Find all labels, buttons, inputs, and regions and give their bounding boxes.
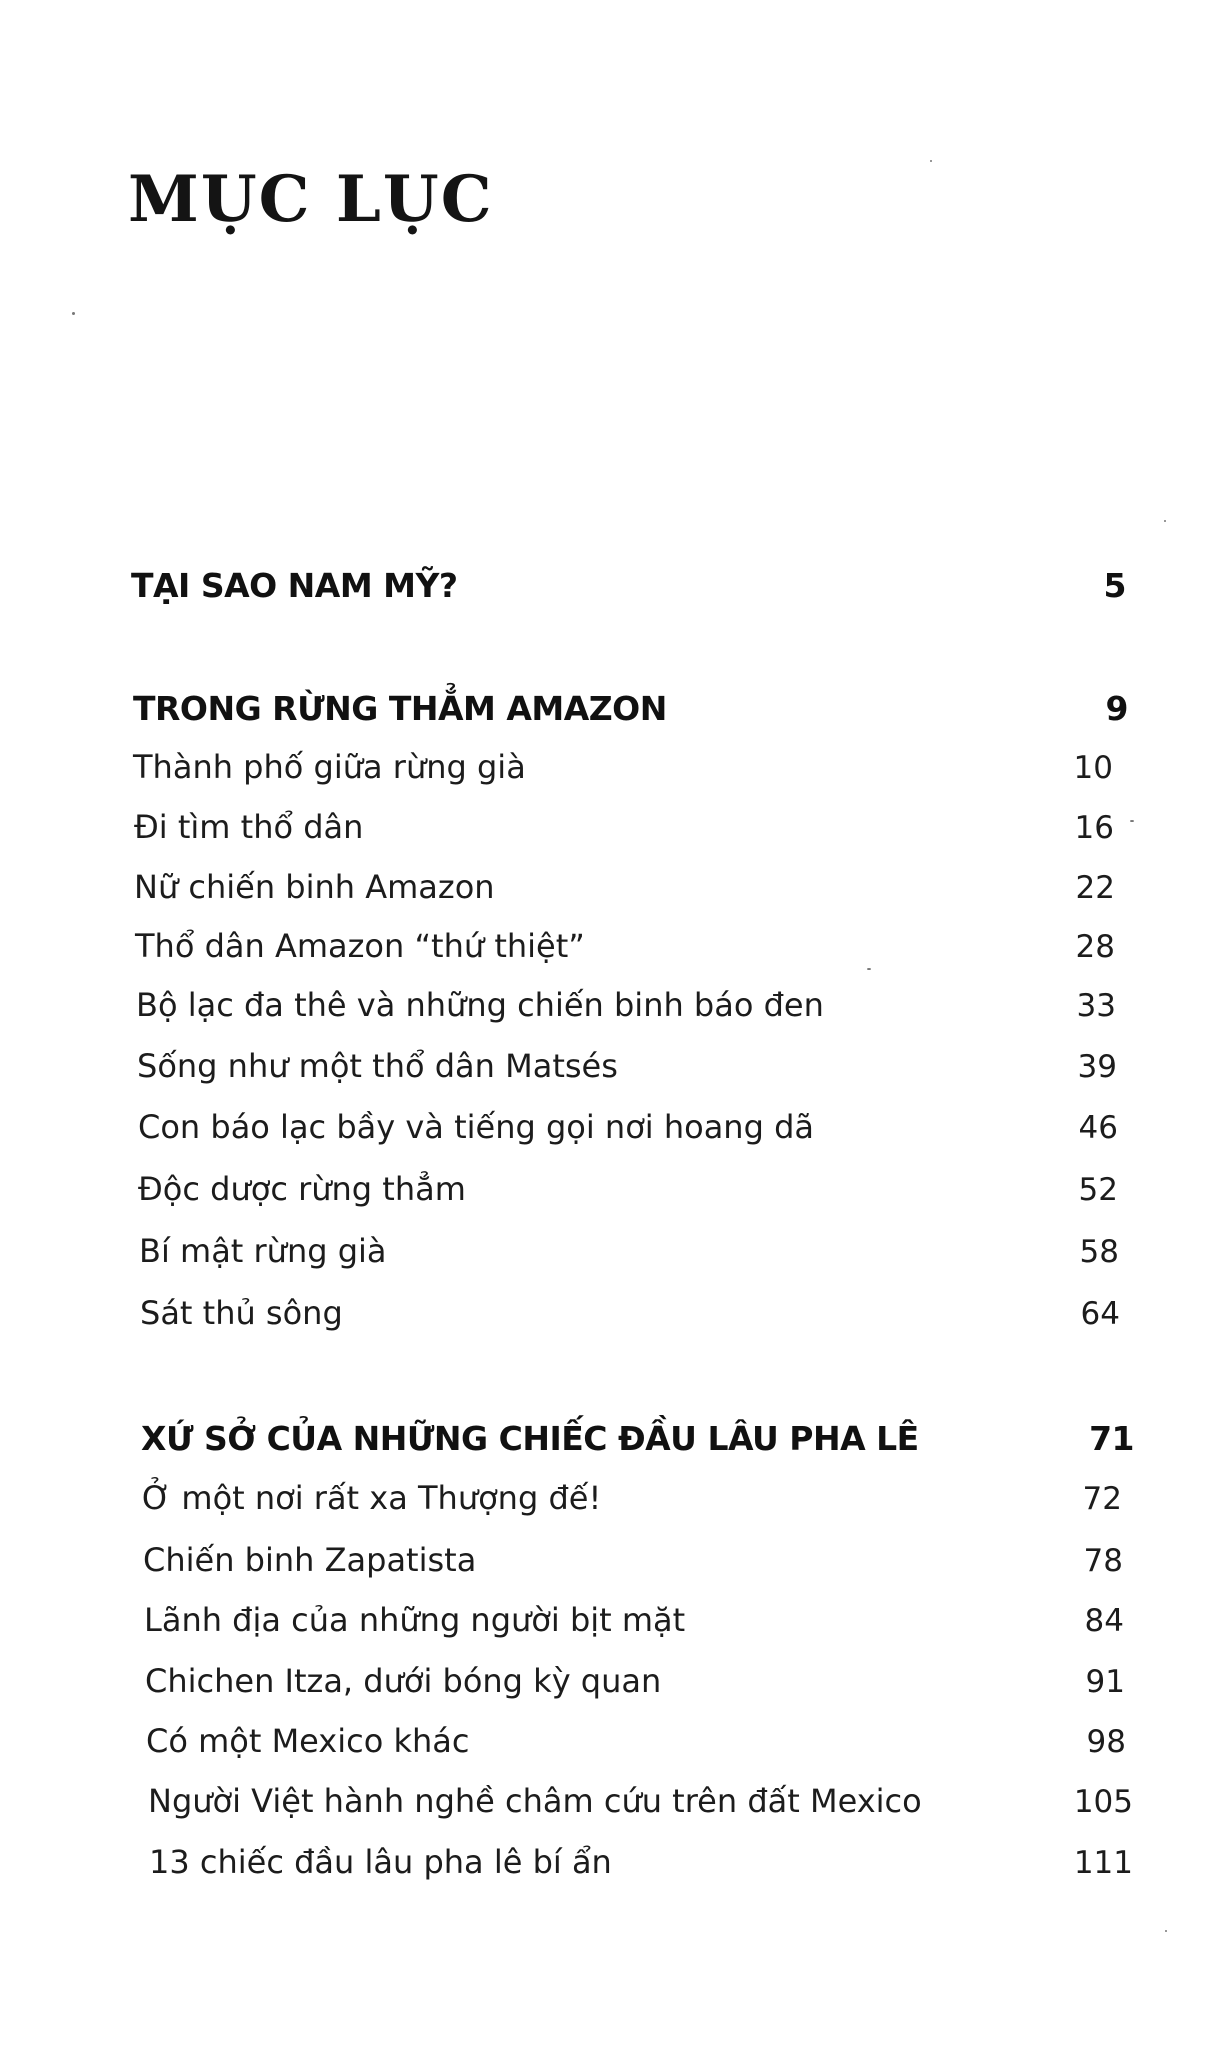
entry-title: Thổ dân Amazon “thứ thiệt” (135, 927, 585, 965)
section-page-number: 9 (1105, 689, 1128, 728)
entry-page-number: 28 (1075, 929, 1115, 965)
entry-title: Thành phố giữa rừng già (133, 748, 526, 786)
entry-title: Bí mật rừng già (139, 1232, 387, 1270)
scan-speck (867, 968, 871, 970)
toc-entry (146, 1722, 1126, 1760)
toc-entry (137, 1047, 1117, 1085)
section-title: XỨ SỞ CỦA NHỮNG CHIẾC ĐẦU LÂU PHA LÊ (141, 1419, 919, 1458)
section-title: TRONG RỪNG THẲM AMAZON (133, 689, 667, 728)
section-title: TẠI SAO NAM MỸ? (131, 566, 458, 605)
entry-page-number: 46 (1078, 1110, 1118, 1146)
toc-entry (135, 927, 1115, 965)
entry-page-number: 33 (1076, 988, 1116, 1024)
entry-title: Sát thủ sông (140, 1294, 343, 1332)
entry-title: 13 chiếc đầu lâu pha lê bí ẩn (149, 1843, 612, 1881)
entry-page-number: 84 (1084, 1603, 1124, 1639)
entry-title: Chichen Itza, dưới bóng kỳ quan (145, 1662, 662, 1700)
toc-entry (140, 1294, 1120, 1332)
toc-entry (148, 1782, 1133, 1820)
entry-page-number: 22 (1075, 870, 1115, 906)
scan-speck (930, 160, 932, 162)
entry-page-number: 58 (1079, 1234, 1119, 1270)
scan-speck (1130, 820, 1134, 822)
scan-speck (72, 312, 75, 315)
toc-entry (142, 1479, 1122, 1517)
page-title: MỤC LỤC (128, 162, 494, 237)
entry-page-number: 98 (1086, 1724, 1126, 1760)
entry-title: Người Việt hành nghề châm cứu trên đất Mexico (148, 1782, 922, 1820)
entry-title: Bộ lạc đa thê và những chiến binh báo đen (136, 986, 824, 1024)
entry-page-number: 39 (1077, 1049, 1117, 1085)
section-heading (131, 566, 1126, 605)
toc-entry (134, 868, 1115, 906)
section-page-number: 5 (1103, 566, 1126, 605)
entry-page-number: 64 (1080, 1296, 1120, 1332)
toc-entry (138, 1170, 1118, 1208)
entry-page-number: 105 (1073, 1784, 1133, 1820)
scan-speck (1164, 520, 1166, 522)
entry-page-number: 52 (1078, 1172, 1118, 1208)
entry-title: Lãnh địa của những người bịt mặt (144, 1601, 686, 1639)
section-page-number: 71 (1089, 1419, 1134, 1458)
toc-entry (134, 808, 1114, 846)
toc-entry (145, 1662, 1125, 1700)
section-heading (141, 1419, 1134, 1458)
entry-title: Độc dược rừng thẳm (138, 1170, 466, 1208)
toc-entry (149, 1843, 1133, 1881)
scan-speck (1165, 1930, 1167, 1932)
entry-title: Đi tìm thổ dân (134, 808, 364, 846)
entry-title: Nữ chiến binh Amazon (134, 868, 495, 906)
toc-entry (139, 1232, 1119, 1270)
toc-entry (143, 1541, 1123, 1579)
toc-entry (133, 748, 1113, 786)
entry-title: Con báo lạc bầy và tiếng gọi nơi hoang dã (138, 1108, 814, 1146)
toc-entry (138, 1108, 1118, 1146)
entry-title: Có một Mexico khác (146, 1722, 470, 1760)
entry-page-number: 111 (1073, 1845, 1133, 1881)
entry-page-number: 91 (1085, 1664, 1125, 1700)
toc-entry (136, 986, 1116, 1024)
toc-entry (144, 1601, 1124, 1639)
entry-page-number: 10 (1073, 750, 1113, 786)
entry-page-number: 16 (1074, 810, 1114, 846)
entry-page-number: 78 (1083, 1543, 1123, 1579)
entry-title: Chiến binh Zapatista (143, 1541, 477, 1579)
entry-title: Sống như một thổ dân Matsés (137, 1047, 618, 1085)
entry-page-number: 72 (1082, 1481, 1122, 1517)
section-heading (133, 689, 1128, 728)
entry-title: Ở một nơi rất xa Thượng đế! (142, 1479, 602, 1517)
